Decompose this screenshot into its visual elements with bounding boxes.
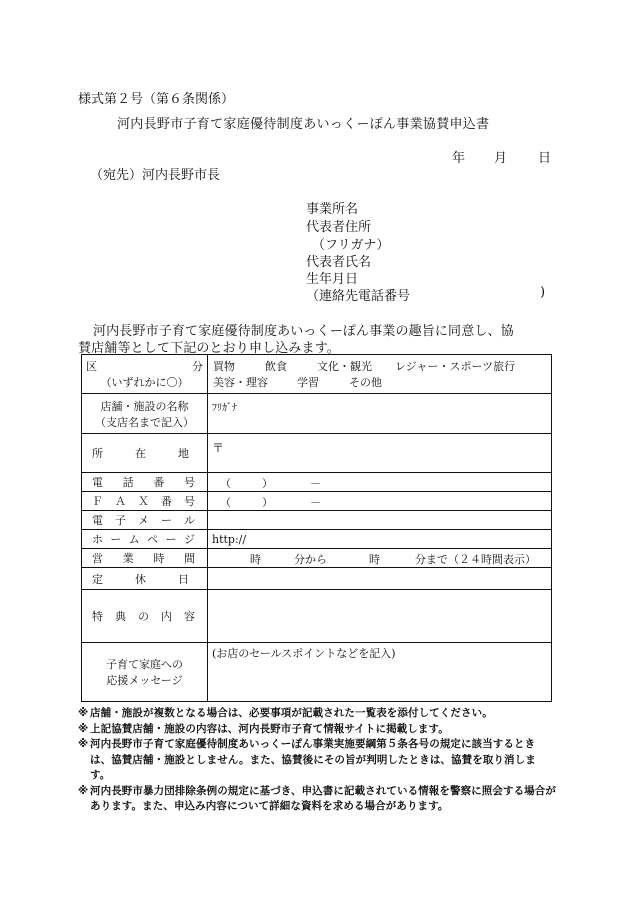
label-char: 業 xyxy=(122,552,134,565)
note-mark: ※ xyxy=(78,707,89,719)
message-hint: (お店のセールスポイントなどを記入) xyxy=(212,647,396,660)
label-char: 典 xyxy=(115,610,126,623)
label-char: 電 xyxy=(92,514,103,527)
rep-address-label: 代表者住所 xyxy=(306,220,372,235)
label-char: Ｆ xyxy=(92,495,103,508)
label-char: ペ xyxy=(147,533,159,546)
label-char: ー xyxy=(165,533,177,546)
label-char: 号 xyxy=(184,495,195,508)
benefit-field[interactable] xyxy=(208,590,552,643)
hours-label xyxy=(82,549,208,568)
homepage-field[interactable] xyxy=(208,530,552,549)
label-char: 休 xyxy=(135,572,146,586)
rep-name-label: 代表者氏名 xyxy=(306,255,372,270)
message-label-line1: 子育て家庭への xyxy=(106,658,183,671)
date-month-label: 月 xyxy=(494,151,508,166)
note-item xyxy=(78,706,556,722)
row-benefit xyxy=(82,590,552,643)
hours-to-min: 分まで（２４時間表示） xyxy=(415,553,536,566)
option-beauty-barber[interactable]: 美容・理容 xyxy=(213,376,268,389)
form-number: 様式第２号（第６条関係） xyxy=(78,92,235,107)
category-options xyxy=(208,355,552,394)
row-fax xyxy=(82,492,552,511)
fax-dash: － xyxy=(310,496,321,509)
row-hours xyxy=(82,549,552,568)
label-char: 内 xyxy=(161,610,172,623)
holiday-field[interactable] xyxy=(208,568,552,590)
label-char: 分 xyxy=(192,360,203,373)
row-email xyxy=(82,511,552,530)
option-learning[interactable]: 学習 xyxy=(297,376,319,389)
option-dining[interactable]: 飲食 xyxy=(265,360,287,373)
holiday-label xyxy=(82,568,208,590)
postal-mark: 〒 xyxy=(212,441,225,455)
row-holiday xyxy=(82,568,552,590)
date-day-label: 日 xyxy=(538,151,552,166)
label-char: ジ xyxy=(183,533,195,546)
business-name-label: 事業所名 xyxy=(306,202,359,217)
label-char: ー xyxy=(161,514,172,527)
row-phone xyxy=(82,473,552,492)
label-char: 電 xyxy=(92,476,103,489)
fax-field[interactable] xyxy=(208,492,552,511)
note-text: 上記協賛店舗・施設の内容は、河内長野市子育て情報サイトに掲載します。 xyxy=(90,722,449,735)
label-char: 営 xyxy=(92,552,103,565)
phone-dash: － xyxy=(310,477,321,490)
label-char: ム xyxy=(128,533,140,546)
row-category xyxy=(82,355,552,394)
store-name-field[interactable] xyxy=(208,394,552,434)
label-char: Ｘ xyxy=(138,495,149,508)
note-mark: ※ xyxy=(78,722,89,735)
note-mark: ※ xyxy=(78,738,89,750)
date-year-label: 年 xyxy=(452,151,466,166)
addressee: （宛先）河内長野市長 xyxy=(90,168,221,183)
note-item xyxy=(78,722,556,738)
label-char: 番 xyxy=(161,495,172,508)
label-char: 定 xyxy=(92,572,103,586)
phone-label xyxy=(82,473,208,492)
label-char: ホ xyxy=(92,533,103,546)
benefit-label xyxy=(82,590,208,643)
email-field[interactable] xyxy=(208,511,552,530)
label-char: 日 xyxy=(178,572,189,586)
message-label xyxy=(82,643,208,702)
label-char: 容 xyxy=(184,610,195,623)
row-location xyxy=(82,434,552,473)
contact-phone-close: ) xyxy=(540,285,546,300)
option-other[interactable]: その他 xyxy=(349,376,382,389)
message-label-line2: 応援メッセージ xyxy=(106,674,183,687)
hours-field[interactable] xyxy=(208,549,552,568)
phone-paren-open: （ xyxy=(220,477,231,490)
label-char: 特 xyxy=(92,610,103,623)
store-name-sub: （支店名まで記入） xyxy=(95,415,194,429)
option-culture-tourism[interactable]: 文化・観光 xyxy=(317,360,372,373)
hours-from-min: 分から xyxy=(294,553,327,566)
label-char: 在 xyxy=(135,447,146,460)
location-field[interactable] xyxy=(208,434,552,473)
row-message xyxy=(82,643,552,702)
fax-paren-close: ） xyxy=(262,496,273,509)
message-field[interactable] xyxy=(208,643,552,702)
label-char: 時 xyxy=(153,552,165,565)
body-line-1: 河内長野市子育て家庭優待制度あいっくーぽん事業の趣旨に同意し、協 xyxy=(93,324,514,339)
location-label xyxy=(82,434,208,473)
label-char: 子 xyxy=(115,514,126,527)
store-name-label xyxy=(82,394,208,434)
furigana-label: （フリガナ） xyxy=(312,238,390,253)
note-mark: ※ xyxy=(78,784,89,797)
label-char: ー xyxy=(110,533,122,546)
row-store-name xyxy=(82,394,552,434)
label-char: メ xyxy=(138,514,149,527)
label-char: 地 xyxy=(178,447,189,460)
label-char: Ａ xyxy=(115,495,126,508)
application-table xyxy=(81,354,552,702)
email-label xyxy=(82,511,208,530)
category-sub-label: （いずれかに〇） xyxy=(100,376,189,389)
homepage-prefix: http:// xyxy=(212,532,247,546)
hours-from-hour: 時 xyxy=(250,553,261,566)
hours-to-hour: 時 xyxy=(369,553,380,566)
note-item xyxy=(78,737,556,784)
furigana-hint: ﾌﾘｶﾞﾅ xyxy=(212,403,237,414)
homepage-label xyxy=(82,530,208,549)
fax-paren-open: （ xyxy=(220,496,231,509)
label-char: 号 xyxy=(183,476,195,489)
note-text: 河内長野市暴力団排除条例の規定に基づき、申込書に記載されている情報を警察に照会する場合があります。また、申込み内容について詳細な資料を求める場合があります。 xyxy=(90,784,556,812)
phone-field[interactable] xyxy=(208,473,552,492)
label-char: 話 xyxy=(122,476,134,489)
note-item xyxy=(78,784,556,815)
note-text: 店舗・施設が複数となる場合は、必要事項が記載された一覧表を添付してください。 xyxy=(90,707,493,719)
document-title: 河内長野市子育て家庭優待制度あいっくーぽん事業協賛申込書 xyxy=(117,117,490,132)
row-homepage xyxy=(82,530,552,549)
phone-paren-close: ） xyxy=(262,477,273,490)
label-char: ル xyxy=(184,514,195,527)
label-char: 区 xyxy=(86,360,97,373)
label-char: 間 xyxy=(183,552,195,565)
contact-phone-label: （連絡先電話番号 xyxy=(306,289,411,304)
notes-list xyxy=(78,706,556,815)
label-char: 番 xyxy=(153,476,165,489)
birthdate-label: 生年月日 xyxy=(306,272,359,287)
fax-label xyxy=(82,492,208,511)
label-char: 所 xyxy=(92,447,103,460)
option-leisure-sports-travel[interactable]: レジャー・スポーツ旅行 xyxy=(395,360,516,373)
note-text: 河内長野市子育て家庭優待制度あいっくーぽん事業実施要綱第５条各号の規定に該当するときは、協賛店舗・施設としません。また、協賛後にその旨が判明したときは、協賛を取り消します。 xyxy=(90,738,536,781)
store-name-title: 店舗・施設の名称 xyxy=(100,399,189,413)
option-shopping[interactable]: 買物 xyxy=(213,360,235,373)
category-label xyxy=(82,355,208,394)
body-line-2: 賛店舗等として下記のとおり申し込みます。 xyxy=(78,341,340,356)
label-char: の xyxy=(138,610,149,623)
